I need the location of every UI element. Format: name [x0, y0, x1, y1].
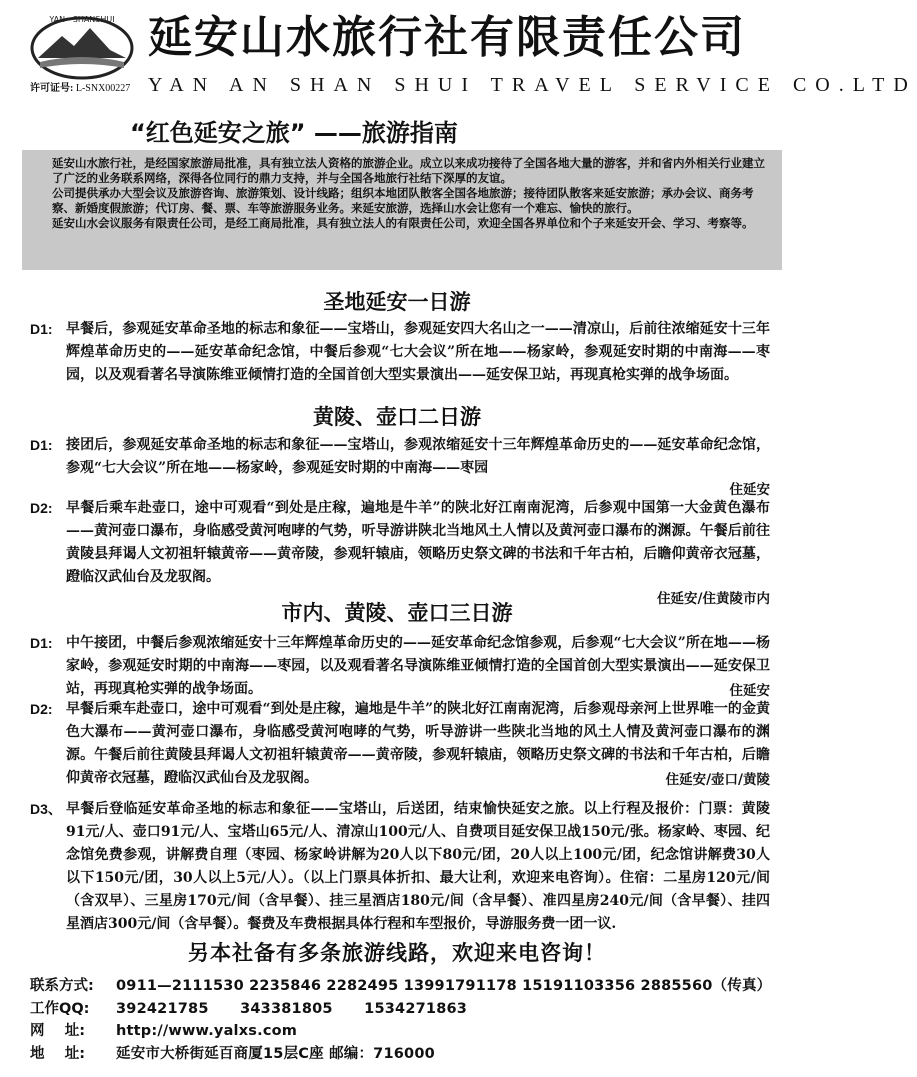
day-label: D3、	[30, 801, 62, 817]
intro-paragraph: 延安山水旅行社，是经国家旅游局批准，具有独立法人资格的旅游企业。成立以来成功接待了全国各地大量的游客，并和省内外相关行业建立了广泛的业务联系网络，深得各位同行的鼎力支持，并与全国各地旅行社结下深厚的友谊。	[52, 156, 765, 185]
qq-value: 392421785 343381805 1534271863	[116, 1001, 468, 1017]
mountain-logo-icon	[28, 10, 136, 80]
phone-value: 0911—2111530 2235846 2282495 13991791178 15191103356 2885560（传真）	[116, 978, 772, 994]
tour-title: 圣地延安一日游	[323, 290, 471, 314]
guide-title: “红色延安之旅” ——旅游指南	[130, 119, 458, 147]
day-label: D1:	[30, 635, 53, 651]
tour-day	[30, 698, 770, 790]
day-text: 中午接团，中餐后参观浓缩延安十三年辉煌革命历史的——延安革命纪念馆参观，后参观“七大会议”所在地——杨家岭，参观延安时期的中南海——枣园，以及观看著名导演陈维亚倾情打造的全国首创大型实景演出——延安保卫站，再现真枪实弹的战争场面。	[66, 635, 770, 697]
svg-text:YAN · SHANSHUI: YAN · SHANSHUI	[49, 15, 115, 24]
tour-day	[30, 632, 770, 701]
website-link[interactable]: http://www.yalxs.com	[116, 1023, 298, 1039]
day-stay: 住延安/壶口/黄陵	[665, 772, 770, 788]
day-stay: 住延安	[729, 482, 770, 498]
day-text: 早餐后登临延安革命圣地的标志和象征——宝塔山，后送团，结束愉快延安之旅。以上行程及报价：门票：黄陵91元/人、壶口91元/人、宝塔山65元/人、清凉山100元/人、自费项目延安保卫战150元/张。杨家岭、枣园、纪念馆免费参观，讲解费自理（枣园、杨家岭讲解为20人以下80元/团，20人以上100元/团，纪念馆讲解费30人以下150元/团，30人以上5元/人）。（以上门票具体折扣、最大让利，欢迎来电咨询）。住宿：二星房120元/间（含双早）、三星房170元/间（含早餐）、挂三星酒店180元/间（含早餐）、准四星房240元/间（含早餐）、挂四星酒店300元/间（含早餐）。餐费及车费根据具体行程和车型报价，导游服务费一团一议.	[66, 801, 770, 932]
phone-label: 联系方式:	[30, 978, 94, 994]
contact-web	[30, 1021, 790, 1041]
day-text: 早餐后，参观延安革命圣地的标志和象征——宝塔山，参观延安四大名山之一——清凉山，后前往浓缩延安十三年辉煌革命历史的——延安革命纪念馆，中餐后参观“七大会议”所在地——杨家岭，参观延安时期的中南海——枣园，以及观看著名导演陈维亚倾情打造的全国首创大型实景演出——延安保卫站，再现真枪实弹的战争场面。	[66, 321, 770, 383]
contact-qq	[30, 999, 790, 1019]
tour-day	[30, 798, 770, 936]
day-text: 早餐后乘车赴壶口，途中可观看“到处是庄稼，遍地是牛羊”的陕北好江南南泥湾，后参观母亲河上世界唯一的金黄色大瀑布——黄河壶口瀑布，身临感受黄河咆哮的气势，听导游讲一些陕北当地的风土人情及黄河壶口瀑布的渊源。午餐后前往黄陵县拜谒人文初祖轩辕黄帝——黄帝陵，参观轩辕庙，领略历史祭文碑的书法和千年古柏，后瞻仰黄帝衣冠墓，蹬临汉武仙台及龙驭阁。	[66, 701, 770, 786]
day-text: 接团后，参观延安革命圣地的标志和象征——宝塔山，参观浓缩延安十三年辉煌革命历史的——延安革命纪念馆，参观“七大会议”所在地——杨家岭，参观延安时期的中南海——枣园	[66, 437, 770, 476]
more-routes-note: 另本社备有多条旅游线路，欢迎来电咨询！	[188, 941, 606, 965]
contact-address	[30, 1044, 790, 1064]
company-name-en: YAN AN SHAN SHUI TRAVEL SERVICE CO.LTD	[148, 74, 917, 96]
day-label: D1:	[30, 321, 53, 337]
intro-paragraph: 公司提供承办大型会议及旅游咨询、旅游策划、设计线路；组织本地团队散客全国各地旅游；接待团队散客来延安旅游；承办会议、商务考察、新婚度假旅游；代订房、餐、票、车等旅游服务业务。来延安旅游，选择山水会让您有一个难忘、愉快的旅行。	[52, 186, 754, 215]
tour-title: 黄陵、壶口二日游	[313, 405, 481, 429]
company-logo	[28, 10, 136, 80]
address-label: 地 址:	[30, 1046, 85, 1062]
intro-paragraph: 延安山水会议服务有限责任公司，是经工商局批准，具有独立法人的有限责任公司，欢迎全国各界单位和个子来延安开会、学习、考察等。	[52, 216, 754, 230]
day-label: D2:	[30, 500, 53, 516]
tour-day	[30, 434, 770, 500]
company-name-cn: 延安山水旅行社有限责任公司	[148, 12, 746, 63]
day-stay: 住延安	[729, 683, 770, 699]
web-label: 网 址:	[30, 1023, 85, 1039]
address-value: 延安市大桥街延百商厦15层C座 邮编：716000	[116, 1046, 435, 1062]
tour-day	[30, 497, 770, 609]
license-label: 许可证号:	[30, 83, 74, 94]
license-number	[30, 82, 130, 96]
day-stay: 住延安/住黄陵市内	[657, 591, 770, 607]
tour-day	[30, 318, 770, 387]
day-text: 早餐后乘车赴壶口，途中可观看“到处是庄稼，遍地是牛羊”的陕北好江南南泥湾，后参观中国第一大金黄色瀑布——黄河壶口瀑布，身临感受黄河咆哮的气势，听导游讲陕北当地风土人情以及黄河壶口瀑布的渊源。午餐后前往黄陵县拜谒人文初祖轩辕黄帝——黄帝陵，参观轩辕庙，领略历史祭文碑的书法和千年古柏，后瞻仰黄帝衣冠墓，蹬临汉武仙台及龙驭阁。	[66, 500, 770, 585]
intro-box	[22, 150, 782, 270]
contact-phone	[30, 976, 790, 996]
tour-title: 市内、黄陵、壶口三日游	[281, 601, 513, 625]
license-value: L-SNX00227	[75, 83, 131, 94]
day-label: D2:	[30, 701, 53, 717]
day-label: D1:	[30, 437, 53, 453]
qq-label: 工作QQ:	[30, 1001, 90, 1017]
